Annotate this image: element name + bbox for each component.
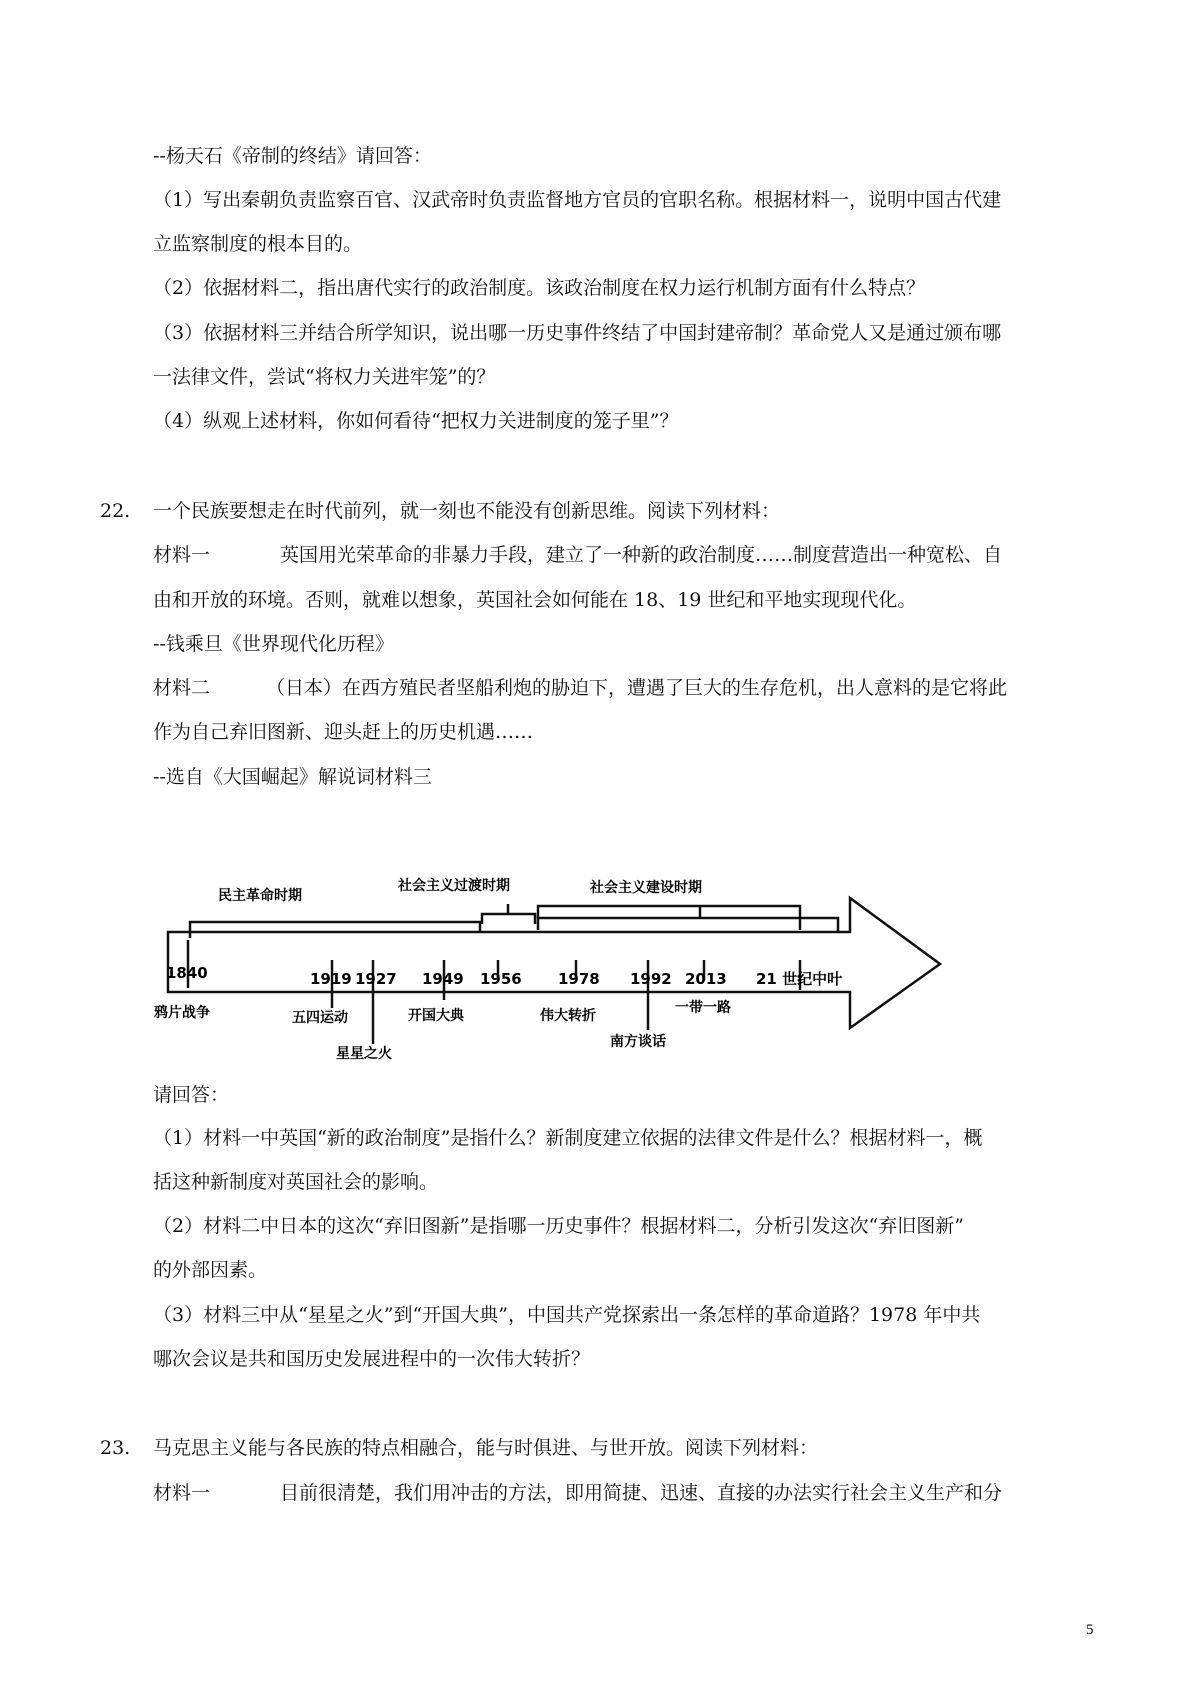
year-21c: 21 世纪中叶 [756, 970, 843, 988]
q22-material1-source: --钱乘旦《世界现代化历程》 [153, 633, 394, 655]
q21-sub3-line1: （3）依据材料三并结合所学知识，说出哪一历史事件终结了中国封建帝制？革命党人又是通过颁布哪 [153, 322, 1002, 344]
event-great-turn: 伟大转折 [540, 1008, 596, 1024]
q23-stem: 马克思主义能与各民族的特点相融合，能与时俱进、与世开放。阅读下列材料： [153, 1437, 819, 1459]
q22-material2-line2: 作为自己弃旧图新、迎头赶上的历史机遇…… [153, 721, 534, 743]
q21-sub1-line2: 立监察制度的根本目的。 [153, 233, 363, 255]
q22-number: 22. [100, 500, 131, 522]
event-single-spark: 星星之火 [336, 1046, 392, 1062]
q22-material1-text: 英国用光荣革命的非暴力手段，建立了一种新的政治制度……制度营造出一种宽松、自 [280, 544, 1003, 566]
q22-sub3-line1: （3）材料三中从“星星之火”到“开国大典”，中国共产党探索出一条怎样的革命道路？1978 年中共 [153, 1304, 981, 1326]
q22-material1-line2: 由和开放的环境。否则，就难以想象，英国社会如何能在 18、19 世纪和平地实现现代化。 [153, 589, 917, 611]
event-founding-ceremony: 开国大典 [408, 1008, 464, 1024]
q21-sub3-line2: 一法律文件，尝试“将权力关进牢笼”的？ [153, 366, 496, 388]
event-southern-tour: 南方谈话 [610, 1034, 666, 1050]
year-1919: 1919 [310, 970, 352, 988]
brace-socialist-transition [482, 904, 535, 924]
q21-sub2: （2）依据材料二，指出唐代实行的政治制度。该政治制度在权力运行机制方面有什么特点？ [153, 277, 926, 299]
q22-sub1-line1: （1）材料一中英国“新的政治制度”是指什么？新制度建立依据的法律文件是什么？根据材料一，概 [153, 1127, 983, 1149]
q23-material1-label: 材料一 [153, 1482, 211, 1504]
q23-material1-text: 目前很清楚，我们用冲击的方法，即用简捷、迅速、直接的办法实行社会主义生产和分 [280, 1482, 1003, 1504]
period-label-democratic: 民主革命时期 [218, 888, 302, 904]
event-opium-war: 鸦片战争 [154, 1005, 210, 1021]
event-may-fourth: 五四运动 [292, 1010, 348, 1026]
q22-ask: 请回答： [153, 1084, 230, 1106]
year-1949: 1949 [422, 970, 464, 988]
year-1840: 1840 [166, 964, 208, 982]
year-2013: 2013 [685, 970, 727, 988]
q22-material2-label: 材料二 [153, 677, 211, 699]
event-belt-road: 一带一路 [675, 1000, 731, 1016]
brace-socialist-construction [538, 918, 838, 932]
q22-material1-label: 材料一 [153, 544, 211, 566]
q22-sub3-line2: 哪次会议是共和国历史发展进程中的一次伟大转折？ [153, 1348, 591, 1370]
q22-sub2-line1: （2）材料二中日本的这次“弃旧图新”是指哪一历史事件？根据材料二，分析引发这次“弃旧图新” [153, 1215, 964, 1237]
q21-sub1-line1: （1）写出秦朝负责监察百官、汉武帝时负责监督地方官员的官职名称。根据材料一，说明中国古代建 [153, 189, 1002, 211]
period-label-transition: 社会主义过渡时期 [398, 878, 510, 894]
year-1992: 1992 [630, 970, 672, 988]
brace-democratic-revolution [190, 922, 480, 938]
q22-material2-text: （日本）在西方殖民者坚船利炮的胁迫下，遭遇了巨大的生存危机，出人意料的是它将此 [266, 677, 1008, 699]
q23-number: 23. [100, 1437, 131, 1459]
q23-material1-line1 [153, 1480, 1002, 1506]
q22-material1-line1 [153, 542, 1002, 568]
q22-sub1-line2: 括这种新制度对英国社会的影响。 [153, 1171, 439, 1193]
q21-source3: --杨天石《帝制的终结》请回答： [153, 145, 432, 167]
year-1927: 1927 [355, 970, 397, 988]
q22-stem: 一个民族要想走在时代前列，就一刻也不能没有创新思维。阅读下列材料： [153, 500, 781, 522]
timeline-diagram [154, 860, 1000, 1062]
q21-sub4: （4）纵观上述材料，你如何看待“把权力关进制度的笼子里”？ [153, 410, 679, 432]
q22-sub2-line2: 的外部因素。 [153, 1259, 268, 1281]
year-1978: 1978 [558, 970, 600, 988]
year-1956: 1956 [480, 970, 522, 988]
q22-material2-line1 [153, 675, 1007, 701]
q22-material2-source: --选自《大国崛起》解说词材料三 [153, 766, 432, 788]
period-label-construction: 社会主义建设时期 [590, 880, 702, 896]
page-number: 5 [1086, 1622, 1094, 1638]
